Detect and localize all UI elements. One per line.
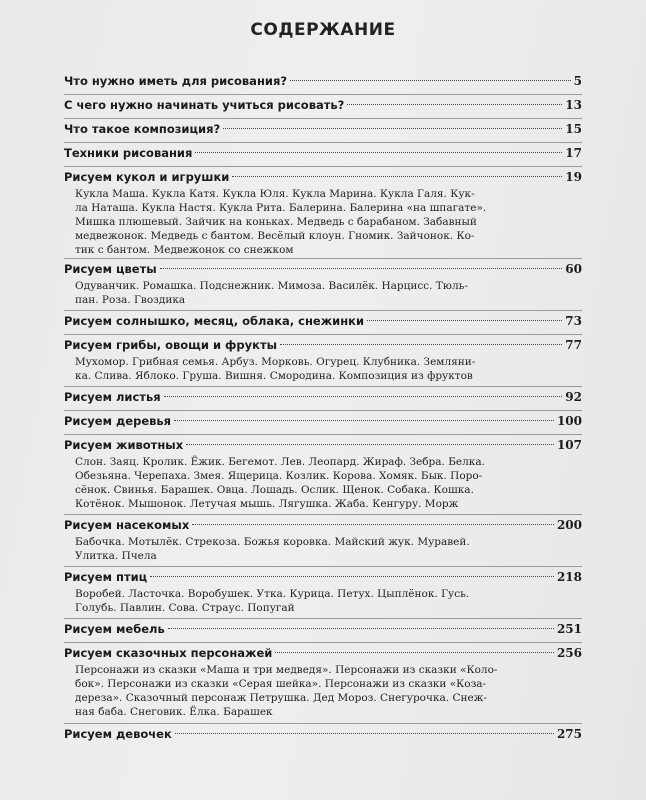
toc-entry: [64, 514, 582, 566]
dot-leader: [280, 344, 562, 345]
dot-leader: [192, 524, 554, 525]
toc-entry-page: 200: [556, 518, 582, 532]
dot-leader: [186, 444, 554, 445]
toc-entry-subtopics: Кукла Маша. Кукла Катя. Кукла Юля. Кукла Марина. Кукла Галя. Кук- ла Наташа. Кукла Настя. Кукла Рита. Балерина. Балерина «на шпагате». Мишка плюшевый. Зайчик на коньках. Медведь с барабаном. Забавный медвежонок. Медведь с бантом. Весёлый клоун. Гномик. Зайчонок. Ко- тик с бантом. Медвежонок со снежком: [75, 188, 487, 256]
toc-entry-title: Рисуем солнышко, месяц, облака, снежинки: [64, 314, 364, 328]
toc-entry-title: Что такое композиция?: [64, 122, 221, 136]
toc-entry-title: Что нужно иметь для рисования?: [64, 74, 287, 88]
toc-entry-page: 256: [556, 646, 582, 660]
toc-entry-title: Рисуем птиц: [64, 570, 148, 584]
toc-entry-title: Рисуем животных: [64, 438, 184, 452]
toc-entry-title: Рисуем цветы: [64, 262, 157, 276]
toc-entry-subtopics: Одуванчик. Ромашка. Подснежник. Мимоза. Василёк. Нарцисс. Тюль- пан. Роза. Гвоздика: [75, 280, 468, 306]
dot-leader: [175, 733, 554, 734]
toc-entry: [64, 118, 582, 142]
table-of-contents: [64, 71, 582, 747]
toc-entry-page: 218: [556, 570, 582, 584]
dot-leader: [223, 128, 562, 129]
page-title: СОДЕРЖАНИЕ: [250, 20, 396, 40]
toc-entry-page: 15: [565, 122, 582, 136]
toc-entry-page: 73: [565, 314, 582, 328]
dot-leader: [150, 576, 554, 577]
toc-entry-subtopics: Слон. Заяц. Кролик. Ёжик. Бегемот. Лев. Леопард. Жираф. Зебра. Белка. Обезьяна. Черепаха. Змея. Ящерица. Козлик. Корова. Хомяк. Бык. Поро- сёнок. Свинья. Барашек. Овца. Лошадь. Ослик. Щенок. Собака. Кошка. Котёнок. Мышонок. Летучая мышь. Лягушка. Жаба. Кенгуру. Морж: [75, 456, 485, 510]
toc-entry-page: 5: [573, 74, 582, 88]
toc-entry: [64, 94, 582, 118]
toc-entry: [64, 566, 582, 618]
toc-entry-subtopics: Бабочка. Мотылёк. Стрекоза. Божья коровка. Майский жук. Муравей. Улитка. Пчела: [75, 536, 470, 562]
toc-entry: [64, 386, 582, 410]
dot-leader: [347, 104, 562, 105]
dot-leader: [195, 152, 562, 153]
toc-entry-title: Рисуем деревья: [64, 414, 172, 428]
toc-entry-title: Техники рисования: [64, 146, 193, 160]
toc-entry: [64, 142, 582, 166]
toc-entry-subtopics: Воробей. Ласточка. Воробушек. Утка. Курица. Петух. Цыплёнок. Гусь. Голубь. Павлин. Сова. Страус. Попугай: [75, 588, 470, 614]
dot-leader: [367, 320, 562, 321]
toc-entry: [64, 258, 582, 310]
toc-entry: [64, 334, 582, 386]
dot-leader: [174, 420, 554, 421]
toc-entry-subtopics: Мухомор. Грибная семья. Арбуз. Морковь. Огурец. Клубника. Земляни- ка. Слива. Яблоко. Груша. Вишня. Смородина. Композиция из фруктов: [75, 356, 476, 382]
toc-entry-page: 60: [565, 262, 582, 276]
toc-entry-title: С чего нужно начинать учиться рисовать?: [64, 98, 345, 112]
toc-entry-page: 100: [556, 414, 582, 428]
toc-entry-page: 107: [556, 438, 582, 452]
toc-entry: [64, 723, 582, 747]
toc-entry: [64, 310, 582, 334]
toc-entry-page: 77: [565, 338, 582, 352]
dot-leader: [290, 80, 571, 81]
toc-entry-subtopics: Персонажи из сказки «Маша и три медведя». Персонажи из сказки «Коло- бок». Персонажи из сказки «Серая шейка». Персонажи из сказки «Коза- дереза». Сказочный персонаж Петрушка. Дед Мороз. Снегурочка. Снеж- ная баба. Снеговик. Ёлка. Барашек: [75, 664, 498, 718]
toc-entry: [64, 642, 582, 723]
toc-entry-page: 251: [556, 622, 582, 636]
toc-entry: [64, 618, 582, 642]
dot-leader: [160, 268, 563, 269]
dot-leader: [164, 396, 563, 397]
dot-leader: [168, 628, 554, 629]
toc-entry-page: 13: [565, 98, 582, 112]
toc-entry-title: Рисуем девочек: [64, 727, 172, 741]
toc-entry: [64, 71, 582, 94]
toc-entry-title: Рисуем кукол и игрушки: [64, 170, 230, 184]
dot-leader: [232, 176, 562, 177]
toc-entry-title: Рисуем грибы, овощи и фрукты: [64, 338, 278, 352]
toc-entry: [64, 410, 582, 434]
toc-entry-title: Рисуем насекомых: [64, 518, 190, 532]
toc-entry-page: 17: [565, 146, 582, 160]
toc-entry: [64, 166, 582, 258]
toc-entry-page: 275: [556, 727, 582, 741]
toc-entry-title: Рисуем мебель: [64, 622, 165, 636]
dot-leader: [275, 652, 554, 653]
toc-entry-title: Рисуем сказочных персонажей: [64, 646, 273, 660]
toc-entry-page: 19: [565, 170, 582, 184]
toc-entry: [64, 434, 582, 514]
toc-entry-page: 92: [565, 390, 582, 404]
toc-entry-title: Рисуем листья: [64, 390, 161, 404]
